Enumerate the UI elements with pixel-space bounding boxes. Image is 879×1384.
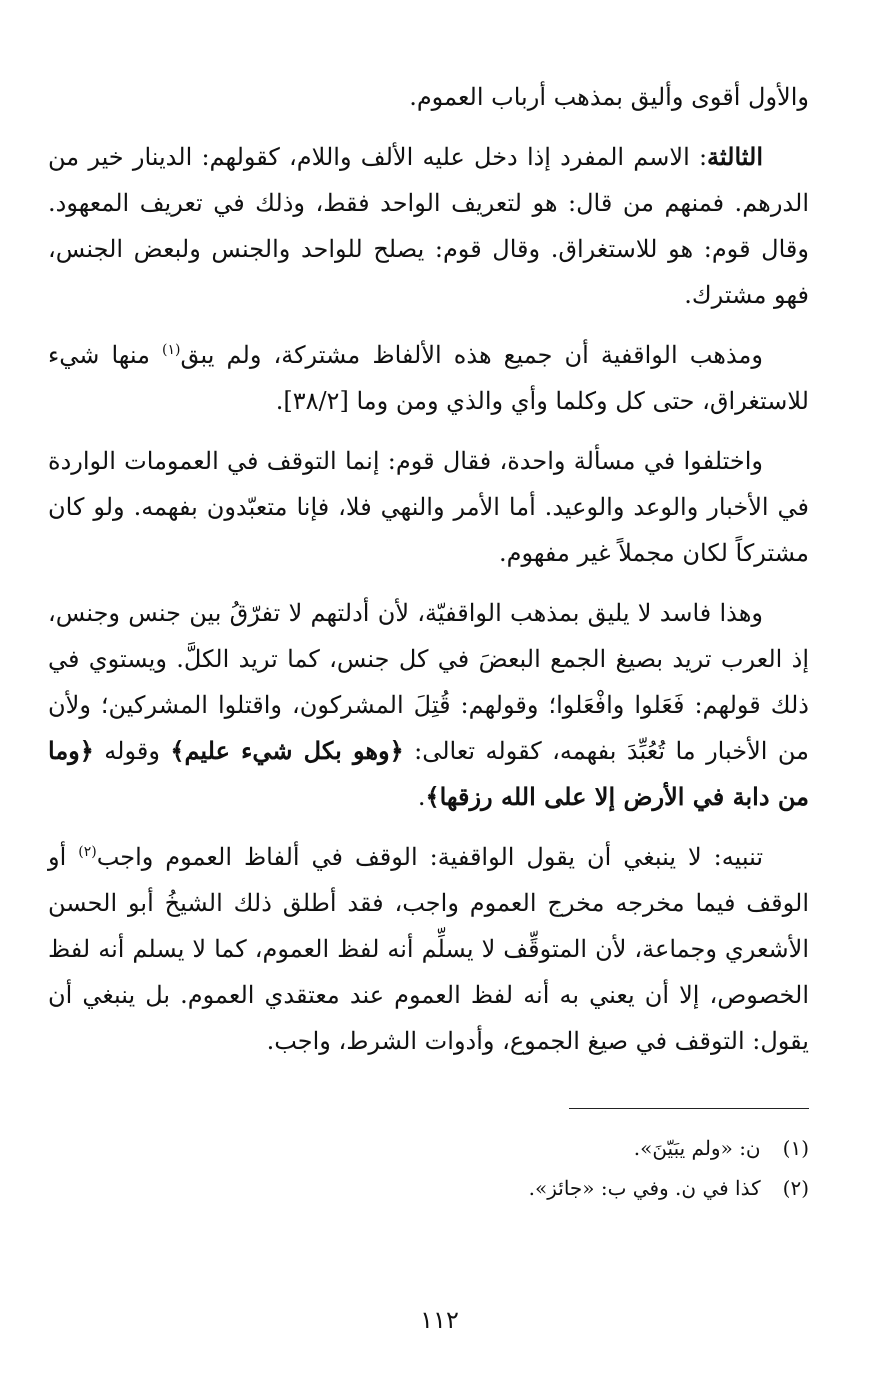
footnotes: [48, 1128, 809, 1208]
footnote-text: كذا في ن. وفي ب: «جائز».: [528, 1176, 761, 1200]
paragraph-4: [48, 438, 809, 576]
footnote-number: (٢): [782, 1176, 809, 1200]
footnote-text: ن: «ولم يبَيّنَ».: [633, 1136, 761, 1160]
footnote-marker: (٢): [78, 844, 97, 860]
paragraph-text: وقوله: [93, 737, 171, 765]
paragraph-text: : الاسم المفرد إذا دخل عليه الألف واللام، كقولهم: الدينار خير من الدرهم. فمنهم من قال: هو لتعريف الواحد فقط، وذلك في تعريف المعهود. وقال قوم: هو للاستغراق. وقال قوم: يصلح للواحد والجنس ولبعض الجنس، فهو مشترك.: [48, 143, 809, 309]
paragraph-text: واختلفوا في مسألة واحدة، فقال قوم: إنما التوقف في العمومات الواردة في الأخبار والوعد والوعيد. أما الأمر والنهي فلا، فإنا متعبّدون بفهمه. ولو كان مشتركاً لكان مجملاً غير مفهوم.: [48, 447, 809, 567]
paragraph-text: تنبيه: لا ينبغي أن يقول الواقفية: الوقف في ألفاظ العموم واجب: [96, 843, 763, 871]
paragraph-text: أو الوقف فيما مخرجه مخرج العموم واجب، فقد أطلق ذلك الشيخُ أبو الحسن الأشعري وجماعة، لأن المتوقِّف لا يسلِّم أنه لفظ العموم، كما لا يسلم أنه لفظ الخصوص، إلا أن يعني به أنه لفظ العموم عند معتقدي العموم. بل ينبغي أن يقول: التوقف في صيغ الجموع، وأدوات الشرط، واجب.: [48, 843, 809, 1055]
paragraph-text: والأول أقوى وأليق بمذهب أرباب العموم.: [409, 83, 809, 111]
paragraph-5: [48, 590, 809, 820]
paragraph-text: منها شيء للاستغراق، حتى كل وكلما وأي والذي ومن وما [٣٨/٢].: [48, 341, 809, 415]
footnote-marker: (١): [162, 342, 181, 358]
quran-quote: ﴿وما من دابة في الأرض إلا على الله رزقها﴾: [48, 736, 809, 811]
page-number: ١١٢: [420, 1306, 459, 1334]
paragraph-text: وهذا فاسد لا يليق بمذهب الواقفيّة، لأن أدلتهم لا تفرّقُ بين جنس وجنس، إذ العرب تريد بصيغ الجمع البعضَ في كل جنس، كما تريد الكلَّ. ويستوي في ذلك قولهم: فَعَلوا وافْعَلوا؛ وقولهم: قُتِلَ المشركون، واقتلوا المشركين؛ ولأن من الأخبار ما تُعُبِّدَ بفهمه، كقوله تعالى:: [48, 599, 809, 765]
footnote-2: [48, 1168, 809, 1208]
paragraph-text: .: [417, 783, 426, 811]
main-text: [48, 74, 809, 1078]
footnote-1: [48, 1128, 809, 1168]
paragraph-1: [48, 74, 809, 120]
footnote-divider: [569, 1108, 809, 1109]
paragraph-3: [48, 332, 809, 424]
paragraph-6: [48, 834, 809, 1064]
footnote-number: (١): [782, 1136, 809, 1160]
quran-quote: ﴿وهو بكل شيء عليم﴾: [170, 736, 404, 765]
paragraph-2: [48, 134, 809, 318]
section-lead-word: الثالثة: [707, 142, 763, 171]
paragraph-text: ومذهب الواقفية أن جميع هذه الألفاظ مشتركة، ولم يبق: [180, 341, 763, 369]
